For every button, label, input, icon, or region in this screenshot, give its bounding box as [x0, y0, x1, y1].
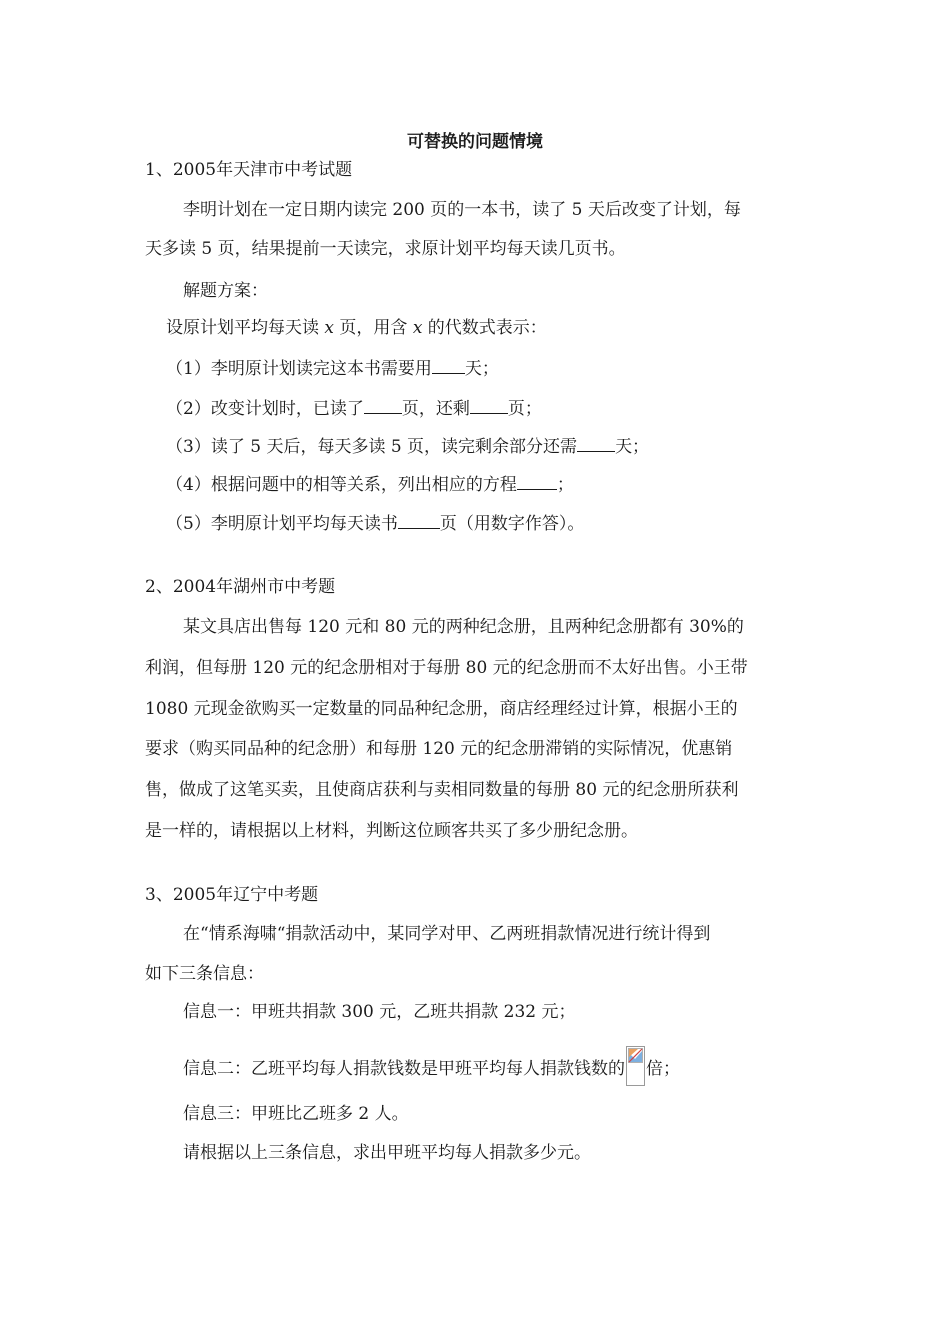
- answer-blank: [364, 395, 402, 414]
- question-1-text: （1）李明原计划读完这本书需要用: [166, 359, 432, 379]
- section-3-heading: 3、2005年辽宁中考题: [145, 885, 319, 905]
- answer-blank: [517, 471, 557, 490]
- section-2-line-4: 要求（购买同品种的纪念册）和每册 120 元的纪念册滞销的实际情况，优惠销: [145, 739, 733, 759]
- setup-statement: [166, 316, 547, 340]
- question-5-suffix: 页（用数字作答）。: [439, 514, 585, 534]
- question-4-text: （4）根据问题中的相等关系，列出相应的方程: [166, 475, 517, 495]
- section-2-line-5: 售，做成了这笔买卖，且使商店获利与卖相同数量的每册 80 元的纪念册所获利: [145, 780, 739, 800]
- question-5: [166, 510, 584, 536]
- question-2: [166, 395, 542, 421]
- section-1-paragraph-line-1: 李明计划在一定日期内读完 200 页的一本书，读了 5 天后改变了计划，每: [183, 200, 741, 220]
- setup-text-c: 的代数式表示：: [422, 318, 547, 338]
- section-2-line-2: 利润，但每册 120 元的纪念册相对于每册 80 元的纪念册而不太好出售。小王带: [145, 658, 748, 678]
- section-2-heading: 2、2004年湖州市中考题: [145, 577, 336, 597]
- section-2-line-1: 某文具店出售每 120 元和 80 元的两种纪念册，且两种纪念册都有 30%的: [183, 617, 744, 637]
- section-1-paragraph-line-2: 天多读 5 页，结果提前一天读完，求原计划平均每天读几页书。: [145, 239, 626, 259]
- info-2: [183, 1046, 680, 1086]
- question-4: [166, 471, 574, 497]
- section-2-line-6: 是一样的，请根据以上材料，判断这位顾客共买了多少册纪念册。: [145, 821, 638, 841]
- section-2-line-3: 1080 元现金欲购买一定数量的同品种纪念册，商店经理经过计算，根据小王的: [145, 699, 738, 719]
- info-2-suffix: 倍；: [646, 1059, 680, 1079]
- question-5-text: （5）李明原计划平均每天读书: [166, 514, 398, 534]
- question-2-middle: 页，还剩: [401, 399, 470, 419]
- info-2-text: 信息二：乙班平均每人捐款钱数是甲班平均每人捐款钱数的: [183, 1059, 625, 1079]
- question-2-text: （2）改变计划时，已读了: [166, 399, 364, 419]
- variable-x: x: [324, 318, 334, 338]
- missing-image-icon: [626, 1046, 645, 1086]
- section-3-line-1: 在“情系海啸“捐款活动中，某同学对甲、乙两班捐款情况进行统计得到: [183, 924, 711, 944]
- question-3-suffix: 天；: [615, 437, 650, 457]
- answer-blank: [470, 395, 508, 414]
- solution-plan-label: 解题方案：: [183, 281, 268, 301]
- answer-blank: [432, 355, 465, 374]
- info-1: 信息一：甲班共捐款 300 元，乙班共捐款 232 元；: [183, 1002, 576, 1022]
- question-1-suffix: 天；: [464, 359, 499, 379]
- answer-blank: [577, 433, 615, 452]
- question-3: [166, 433, 649, 459]
- question-4-suffix: ；: [556, 475, 574, 495]
- variable-x: x: [412, 318, 423, 338]
- setup-text-a: 设原计划平均每天读: [166, 318, 325, 338]
- setup-text-b: 页，用含: [334, 318, 413, 338]
- question-prompt: 请根据以上三条信息，求出甲班平均每人捐款多少元。: [183, 1143, 591, 1163]
- answer-blank: [398, 510, 440, 529]
- info-3: 信息三：甲班比乙班多 2 人。: [183, 1104, 409, 1124]
- question-2-suffix: 页；: [507, 399, 542, 419]
- page-title: 可替换的问题情境: [407, 132, 543, 152]
- question-1: [166, 355, 499, 381]
- section-1-heading: 1、2005年天津市中考试题: [145, 160, 353, 180]
- section-3-line-2: 如下三条信息：: [145, 964, 264, 984]
- question-3-text: （3）读了 5 天后，每天多读 5 页，读完剩余部分还需: [166, 437, 578, 457]
